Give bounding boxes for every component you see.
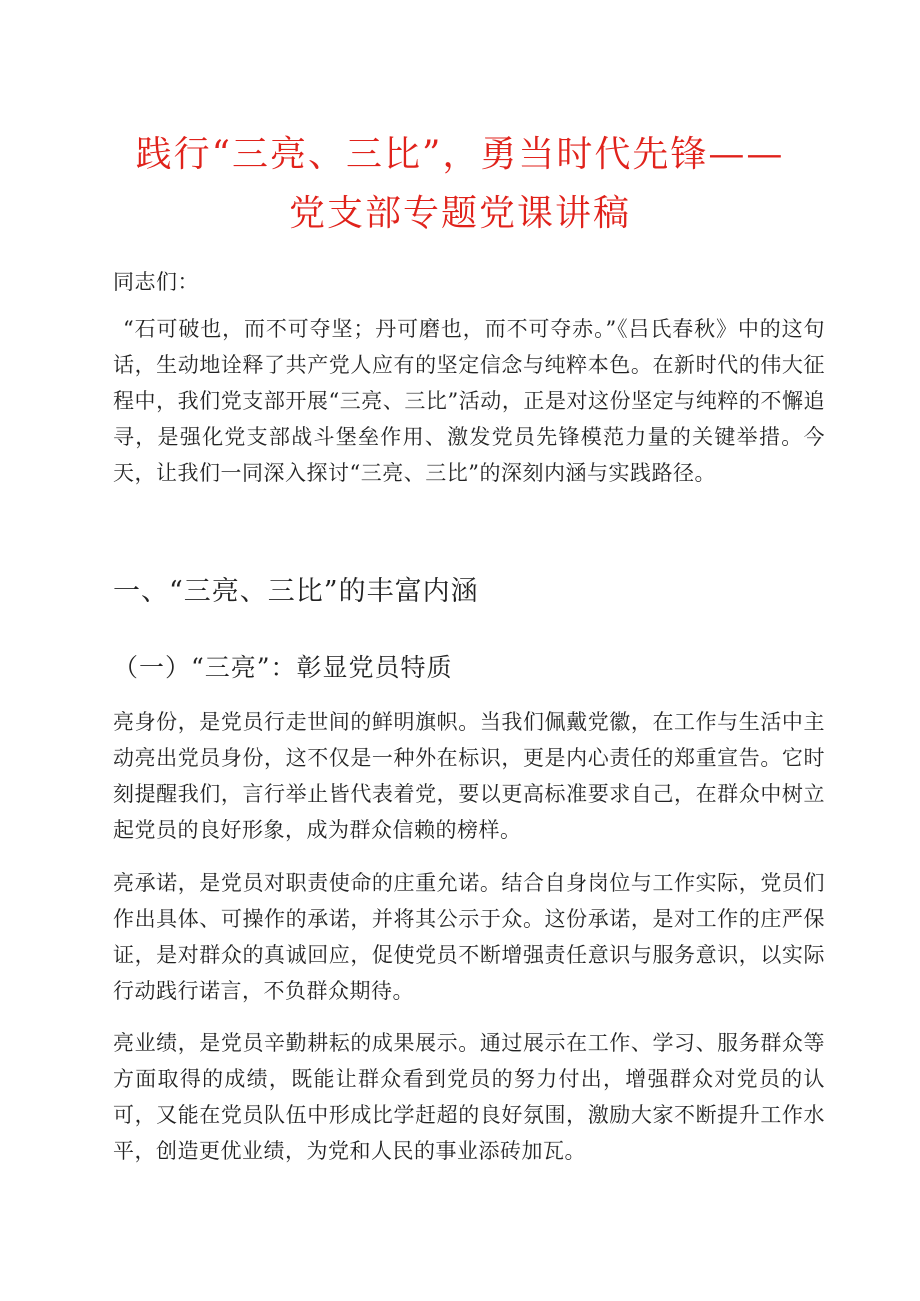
subsection-heading-1: （一）“三亮”：彰显党员特质 [113,653,453,682]
intro-paragraph: “石可破也，而不可夺坚；丹可磨也，而不可夺赤。”《吕氏春秋》中的这句话，生动地诠释了共产党人应有的坚定信念与纯粹本色。在新时代的伟大征程中，我们党支部开展“三亮、三比”活动，正是对这份坚定与纯粹的不懈追寻，是强化党支部战斗堡垒作用、激发党员先锋模范力量的关键举措。今天，让我们一同深入探讨“三亮、三比”的深刻内涵与实践路径。 [113,317,825,485]
section-heading-1: 一、“三亮、三比”的丰富内涵 [113,576,479,607]
document-title-line-1: 践行“三亮、三比”，勇当时代先锋—— [135,134,785,175]
greeting: 同志们： [113,270,199,294]
paragraph-liang-yeji: 亮业绩，是党员辛勤耕耘的成果展示。通过展示在工作、学习、服务群众等方面取得的成绩，既能让群众看到党员的努力付出，增强群众对党员的认可，又能在党员队伍中形成比学赶超的良好氛围，激励大家不断提升工作水平，创造更优业绩，为党和人民的事业添砖加瓦。 [113,1031,825,1163]
document-title-line-2: 党支部专题党课讲稿 [288,193,631,234]
paragraph-liang-chengnuo: 亮承诺，是党员对职责使命的庄重允诺。结合自身岗位与工作实际，党员们作出具体、可操作的承诺，并将其公示于众。这份承诺，是对工作的庄严保证，是对群众的真诚回应，促使党员不断增强责任意识与服务意识，以实际行动践行诺言，不负群众期待。 [113,871,825,1003]
paragraph-liang-shenfen: 亮身份，是党员行走世间的鲜明旗帜。当我们佩戴党徽，在工作与生活中主动亮出党员身份，这不仅是一种外在标识，更是内心责任的郑重宣告。它时刻提醒我们，言行举止皆代表着党，要以更高标准要求自己，在群众中树立起党员的良好形象，成为群众信赖的榜样。 [113,710,825,842]
